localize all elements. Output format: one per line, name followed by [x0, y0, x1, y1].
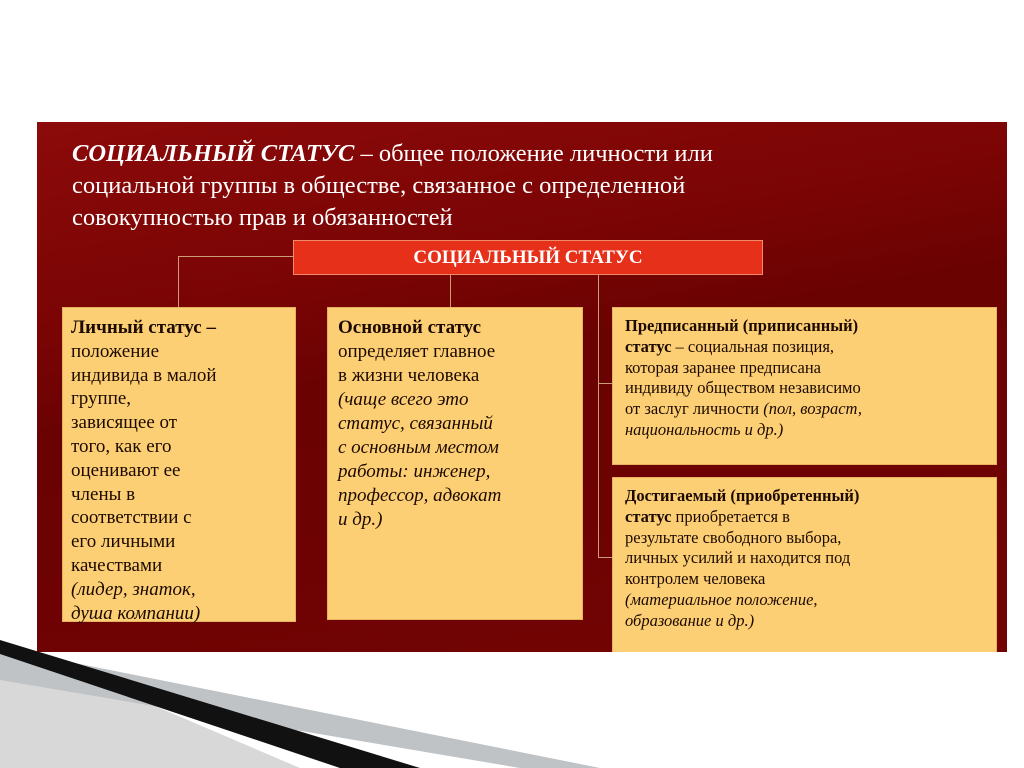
body-text: определяет главное [338, 341, 496, 362]
term-text: статус [625, 506, 672, 526]
example-text: статус, связанный [338, 413, 493, 434]
body-text: в жизни человека [338, 365, 480, 386]
decorative-stripes [0, 640, 1024, 768]
box-ascribed-status [612, 307, 997, 465]
example-text: душа компании) [71, 602, 201, 624]
box-text-line [625, 420, 984, 441]
connector-line [450, 275, 451, 307]
box-text-line [338, 412, 572, 436]
term-text: того, как его [71, 435, 172, 457]
term-text: качествами [71, 554, 163, 576]
box-text-line [625, 590, 984, 611]
definition-term: СОЦИАЛЬНЫЙ СТАТУС [72, 140, 355, 167]
example-text: работы: инженер, [338, 461, 491, 482]
term-text: Достигаемый (приобретенный) [625, 486, 860, 505]
body-text: контролем человека [625, 569, 766, 589]
box-text-line [71, 411, 287, 435]
box-text-line [625, 569, 984, 590]
box-text-line [338, 508, 572, 532]
term-text: оценивают ее [71, 459, 181, 481]
example-text: (лидер, знаток, [71, 578, 196, 600]
box-text-line [625, 507, 984, 528]
term-text: соответствии с [71, 507, 192, 529]
box-text-line [625, 548, 984, 569]
box-text-line [71, 364, 287, 388]
connector-line [598, 557, 612, 558]
term-text: Личный статус – [71, 317, 216, 338]
box-text-line [338, 436, 572, 460]
term-text: Основной статус [338, 317, 482, 338]
box-text-line [71, 578, 287, 602]
box-text-line [625, 337, 984, 358]
example-text: с основным местом [338, 437, 499, 458]
body-text: приобретается в [671, 506, 790, 526]
box-text-line [338, 316, 572, 340]
body-text: которая заранее предписана [625, 357, 822, 377]
definition-line: совокупностью прав и обязанностей [72, 204, 453, 231]
example-text: (пол, возраст, [763, 399, 862, 419]
term-text: положение [71, 340, 160, 362]
box-text-line [71, 316, 287, 340]
connector-line [598, 275, 599, 558]
box-text-line [338, 460, 572, 484]
box-text-line [71, 530, 287, 554]
box-text-line [71, 387, 287, 411]
box-text-line [625, 358, 984, 379]
example-text: и др.) [338, 509, 383, 530]
body-text: от заслуг личности [625, 399, 764, 419]
box-text-line [338, 364, 572, 388]
example-text: (материальное положение, [625, 589, 818, 609]
box-text-line [71, 459, 287, 483]
example-text: профессор, адвокат [338, 485, 502, 506]
box-text-line [625, 399, 984, 420]
box-text-line [338, 388, 572, 412]
term-text: члены в [71, 483, 136, 505]
term-text: группе, [71, 388, 132, 410]
body-text: индивиду обществом независимо [625, 378, 861, 398]
box-text-line [71, 506, 287, 530]
body-text: личных усилий и находится под [625, 548, 851, 568]
term-text: его личными [71, 531, 176, 553]
box-text-line [71, 435, 287, 459]
connector-line [178, 256, 293, 257]
term-text: Предписанный (приписанный) [625, 316, 859, 335]
root-node-social-status: СОЦИАЛЬНЫЙ СТАТУС [293, 240, 763, 275]
box-text-line [71, 483, 287, 507]
connector-line [178, 256, 179, 307]
term-text: статус [625, 336, 672, 356]
example-text: национальность и др.) [625, 419, 784, 439]
term-text: зависящее от [71, 412, 178, 434]
box-text-line [625, 528, 984, 549]
example-text: образование и др.) [625, 610, 755, 630]
definition-line: социальной группы в обществе, связанное с определенной [72, 172, 686, 199]
example-text: (чаще всего это [338, 389, 469, 410]
definition-text [72, 138, 713, 234]
term-text: индивида в малой [71, 364, 217, 386]
box-text-line [625, 611, 984, 632]
box-achieved-status [612, 477, 997, 652]
box-text-line [71, 340, 287, 364]
box-text-line [338, 484, 572, 508]
box-text-line [625, 316, 984, 337]
box-text-line [338, 340, 572, 364]
box-text-line [625, 486, 984, 507]
connector-line [598, 383, 612, 384]
definition-line: – общее положение личности или [360, 140, 713, 167]
body-text: – социальная позиция, [671, 336, 835, 356]
box-text-line [625, 378, 984, 399]
box-personal-status [62, 307, 296, 622]
box-main-status [327, 307, 583, 620]
body-text: результате свободного выбора, [625, 527, 842, 547]
box-text-line [71, 554, 287, 578]
box-text-line [71, 602, 287, 626]
